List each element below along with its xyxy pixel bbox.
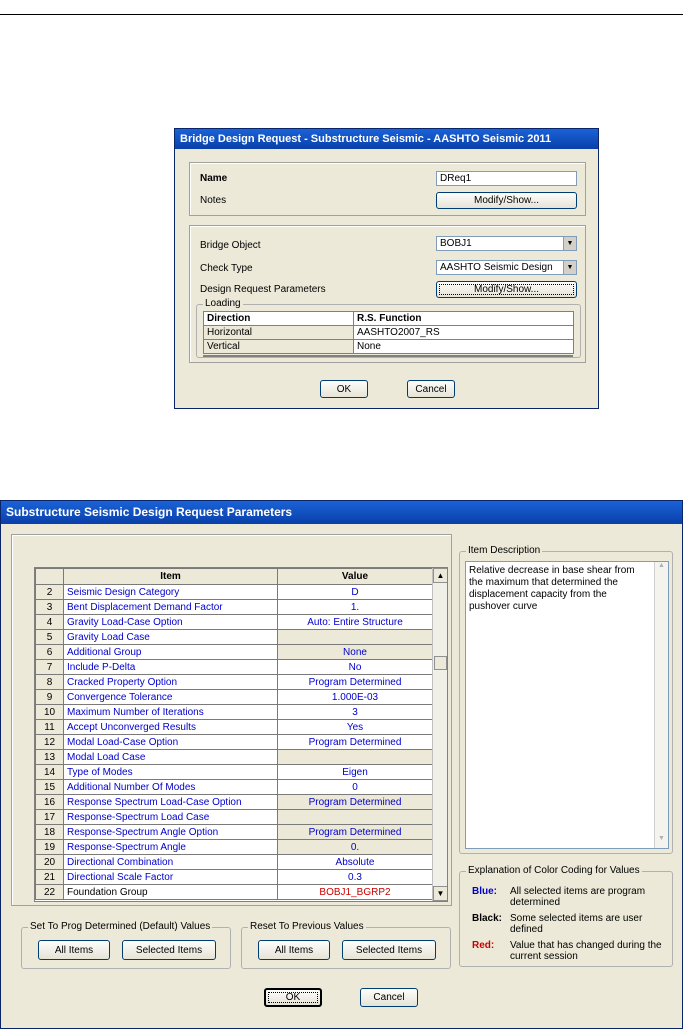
- cancel-button[interactable]: Cancel: [407, 380, 455, 398]
- row-value[interactable]: None: [278, 645, 433, 660]
- item-description-label: Item Description: [468, 545, 541, 556]
- direction-cell: Horizontal: [204, 326, 354, 340]
- row-value[interactable]: D: [278, 585, 433, 600]
- row-item: Response Spectrum Load-Case Option: [64, 795, 278, 810]
- name-input[interactable]: DReq1: [436, 171, 577, 186]
- row-value[interactable]: Yes: [278, 720, 433, 735]
- row-item: Additional Group: [64, 645, 278, 660]
- table-row[interactable]: [36, 795, 433, 810]
- loading-table: [203, 311, 574, 354]
- bridge-object-label: Bridge Object: [200, 240, 261, 251]
- row-item: Cracked Property Option: [64, 675, 278, 690]
- row-number: 16: [36, 795, 64, 810]
- substructure-seismic-params-dialog: [0, 500, 683, 1029]
- legend-blue-text: All selected items are program determined: [510, 886, 646, 908]
- row-item: Directional Combination: [64, 855, 278, 870]
- scroll-down-icon[interactable]: ▼: [433, 886, 448, 901]
- table-row[interactable]: [36, 615, 433, 630]
- ok-button[interactable]: OK: [320, 380, 368, 398]
- params-table: [35, 568, 433, 900]
- reset-label: Reset To Previous Values: [250, 921, 364, 932]
- row-number: 18: [36, 825, 64, 840]
- check-type-select[interactable]: [436, 260, 577, 275]
- row-number: 8: [36, 675, 64, 690]
- column-header-item: Item: [64, 569, 278, 585]
- table-row[interactable]: [36, 885, 433, 900]
- item-description-group: [459, 545, 673, 854]
- row-number: 15: [36, 780, 64, 795]
- row-number: 14: [36, 765, 64, 780]
- table-row[interactable]: [36, 705, 433, 720]
- default-all-items-button[interactable]: All Items: [38, 940, 110, 960]
- table-row[interactable]: [36, 600, 433, 615]
- loading-group: [196, 298, 581, 358]
- row-item: Modal Load-Case Option: [64, 735, 278, 750]
- row-value[interactable]: Program Determined: [278, 825, 433, 840]
- bridge-design-request-dialog: [174, 128, 599, 409]
- reset-group: [241, 921, 451, 969]
- params-header-row: [36, 569, 433, 585]
- item-description-scrollbar[interactable]: [654, 562, 668, 848]
- rs-function-cell[interactable]: AASHTO2007_RS: [354, 326, 574, 340]
- row-number: 9: [36, 690, 64, 705]
- row-item: Directional Scale Factor: [64, 870, 278, 885]
- scroll-up-icon[interactable]: ▲: [658, 562, 665, 569]
- design-request-params-label: Design Request Parameters: [200, 284, 326, 295]
- set-default-group: [21, 921, 231, 969]
- table-row[interactable]: [36, 765, 433, 780]
- scroll-down-icon[interactable]: ▼: [658, 835, 665, 842]
- dialog-title[interactable]: Bridge Design Request - Substructure Seismic - AASHTO Seismic 2011: [175, 129, 598, 149]
- row-item: Response-Spectrum Angle Option: [64, 825, 278, 840]
- reset-selected-items-button[interactable]: Selected Items: [342, 940, 436, 960]
- row-number: 20: [36, 855, 64, 870]
- row-value[interactable]: Program Determined: [278, 735, 433, 750]
- row-item: Seismic Design Category: [64, 585, 278, 600]
- row-number: 5: [36, 630, 64, 645]
- bridge-object-select[interactable]: [436, 236, 577, 251]
- row-value[interactable]: BOBJ1_BGRP2: [278, 885, 433, 900]
- name-label: Name: [200, 173, 228, 184]
- row-number: 17: [36, 810, 64, 825]
- row-item: Maximum Number of Iterations: [64, 705, 278, 720]
- row-value[interactable]: 0: [278, 780, 433, 795]
- name-panel: [189, 162, 586, 216]
- color-coding-group: [459, 865, 673, 967]
- table-row[interactable]: [36, 750, 433, 765]
- row-number: 12: [36, 735, 64, 750]
- table-row[interactable]: [36, 855, 433, 870]
- legend-black-key: Black:: [472, 913, 503, 924]
- ok-button[interactable]: OK: [264, 988, 322, 1007]
- legend-blue-key: Blue:: [472, 886, 497, 897]
- page-top-rule: [0, 14, 683, 15]
- row-value[interactable]: Eigen: [278, 765, 433, 780]
- row-item: Bent Displacement Demand Factor: [64, 600, 278, 615]
- row-item: Modal Load Case: [64, 750, 278, 765]
- table-row[interactable]: [36, 690, 433, 705]
- row-value[interactable]: [278, 630, 433, 645]
- column-header-rs-function: R.S. Function: [354, 312, 574, 326]
- row-value[interactable]: Absolute: [278, 855, 433, 870]
- row-value[interactable]: 0.3: [278, 870, 433, 885]
- direction-cell: Vertical: [204, 340, 354, 354]
- row-value[interactable]: 1.000E-03: [278, 690, 433, 705]
- table-row[interactable]: [204, 326, 574, 340]
- row-number: 3: [36, 600, 64, 615]
- row-number: 7: [36, 660, 64, 675]
- item-description-text: Relative decrease in base shear from the maximum that determined the displacement capacity from the pushover curve: [469, 565, 635, 612]
- design-request-modify-show-button[interactable]: Modify/Show...: [436, 281, 577, 298]
- row-number: 11: [36, 720, 64, 735]
- row-value[interactable]: [278, 810, 433, 825]
- table-row[interactable]: [204, 340, 574, 354]
- table-row[interactable]: [36, 870, 433, 885]
- row-number: 4: [36, 615, 64, 630]
- row-number: 13: [36, 750, 64, 765]
- table-row[interactable]: [36, 735, 433, 750]
- row-item: Response-Spectrum Angle: [64, 840, 278, 855]
- column-header-num: [36, 569, 64, 585]
- row-item: Response-Spectrum Load Case: [64, 810, 278, 825]
- row-value[interactable]: No: [278, 660, 433, 675]
- row-value[interactable]: Program Determined: [278, 675, 433, 690]
- set-default-label: Set To Prog Determined (Default) Values: [30, 921, 211, 932]
- table-row[interactable]: [36, 645, 433, 660]
- cancel-button[interactable]: Cancel: [360, 988, 418, 1007]
- table-row[interactable]: [36, 630, 433, 645]
- row-value[interactable]: Program Determined: [278, 795, 433, 810]
- loading-table-bottom-bar: [203, 355, 573, 357]
- column-header-direction: Direction: [204, 312, 354, 326]
- item-description-box: [465, 561, 669, 849]
- legend-red-text: Value that has changed during the current session: [510, 940, 662, 962]
- params-panel: [11, 534, 452, 906]
- row-number: 19: [36, 840, 64, 855]
- table-row[interactable]: [36, 660, 433, 675]
- row-number: 6: [36, 645, 64, 660]
- default-selected-items-button[interactable]: Selected Items: [122, 940, 216, 960]
- row-number: 22: [36, 885, 64, 900]
- row-item: Gravity Load Case: [64, 630, 278, 645]
- params-table-scrollbar[interactable]: [432, 568, 448, 901]
- color-coding-label: Explanation of Color Coding for Values: [468, 865, 640, 876]
- row-number: 21: [36, 870, 64, 885]
- params-table-container: [34, 567, 448, 902]
- row-value[interactable]: Auto: Entire Structure: [278, 615, 433, 630]
- reset-all-items-button[interactable]: All Items: [258, 940, 330, 960]
- scrollbar-thumb[interactable]: [434, 656, 447, 670]
- rs-function-cell[interactable]: None: [354, 340, 574, 354]
- row-item: Additional Number Of Modes: [64, 780, 278, 795]
- row-value[interactable]: 1.: [278, 600, 433, 615]
- row-item: Include P-Delta: [64, 660, 278, 675]
- row-number: 10: [36, 705, 64, 720]
- row-value[interactable]: [278, 750, 433, 765]
- row-number: 2: [36, 585, 64, 600]
- row-item: Type of Modes: [64, 765, 278, 780]
- loading-label: Loading: [205, 298, 241, 309]
- table-row[interactable]: [36, 585, 433, 600]
- row-value[interactable]: 0.: [278, 840, 433, 855]
- row-item: Gravity Load-Case Option: [64, 615, 278, 630]
- table-row[interactable]: [36, 720, 433, 735]
- table-row[interactable]: [36, 810, 433, 825]
- row-value[interactable]: 3: [278, 705, 433, 720]
- table-row[interactable]: [36, 825, 433, 840]
- dialog-title[interactable]: Substructure Seismic Design Request Parameters: [1, 501, 682, 524]
- legend-black-text: Some selected items are user defined: [510, 913, 643, 935]
- column-header-value: Value: [278, 569, 433, 585]
- loading-header-row: [204, 312, 574, 326]
- table-row[interactable]: [36, 840, 433, 855]
- row-item: Convergence Tolerance: [64, 690, 278, 705]
- chevron-down-icon[interactable]: ▼: [563, 261, 576, 274]
- notes-label: Notes: [200, 195, 227, 206]
- scroll-up-icon[interactable]: ▲: [433, 568, 448, 583]
- bridge-object-value: BOBJ1: [440, 238, 472, 249]
- table-row[interactable]: [36, 780, 433, 795]
- notes-modify-show-button[interactable]: Modify/Show...: [436, 192, 577, 209]
- design-panel: [189, 225, 586, 363]
- legend-red-key: Red:: [472, 940, 495, 951]
- check-type-label: Check Type: [200, 263, 253, 274]
- row-item: Accept Unconverged Results: [64, 720, 278, 735]
- table-row[interactable]: [36, 675, 433, 690]
- chevron-down-icon[interactable]: ▼: [563, 237, 576, 250]
- row-item: Foundation Group: [64, 885, 278, 900]
- check-type-value: AASHTO Seismic Design: [440, 262, 553, 273]
